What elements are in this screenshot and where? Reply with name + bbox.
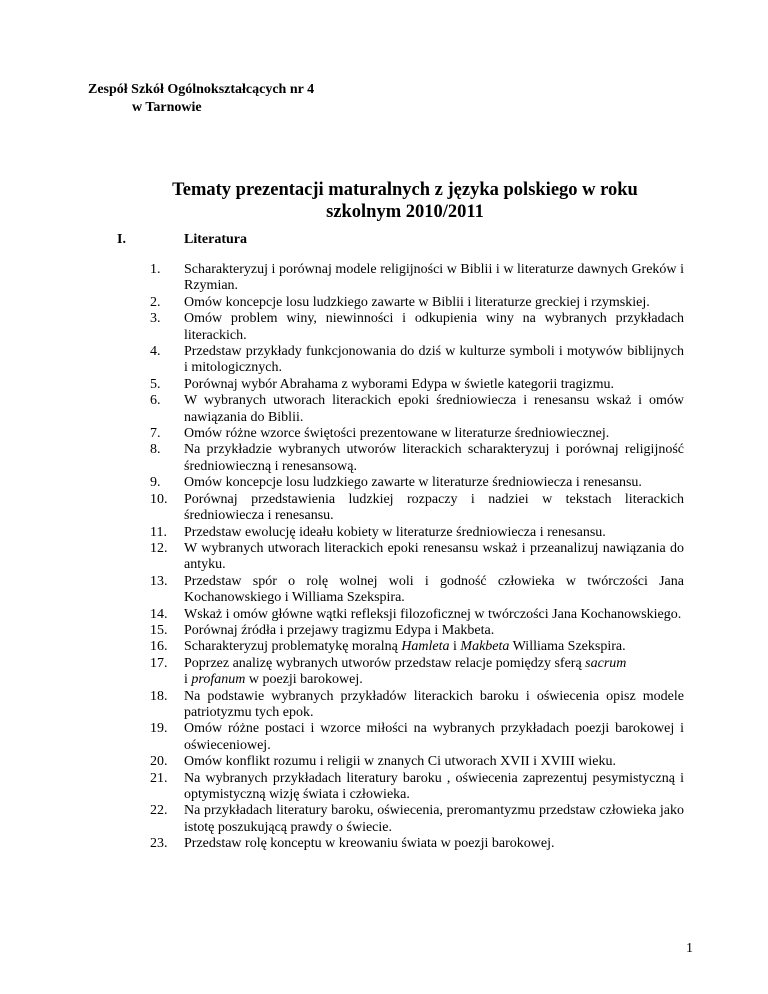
list-item — [150, 262, 684, 295]
list-item — [150, 754, 684, 770]
item-text: Porównaj wybór Abrahama z wyborami Edypa w świetle kategorii tragizmu. — [184, 376, 614, 392]
item-number: 15. — [150, 622, 168, 638]
item-text: Na podstawie wybranych przykładów literackich baroku i oświecenia opisz modele patriotyzmu tych epok. — [184, 688, 684, 720]
item-italic-term: sacrum — [585, 655, 627, 671]
list-item — [150, 426, 684, 442]
document-title — [160, 179, 650, 223]
list-item — [150, 492, 684, 525]
item-number: 8. — [150, 442, 161, 458]
item-text: i — [184, 672, 192, 688]
item-number: 23. — [150, 836, 168, 852]
item-text: Williama Szekspira. — [509, 639, 626, 655]
item-number: 10. — [150, 491, 168, 507]
item-text: W wybranych utworach literackich epoki średniowiecza i renesansu wskaż i omów nawiązania do Biblii. — [184, 393, 684, 425]
list-item — [150, 689, 684, 722]
item-text: Wskaż i omów główne wątki refleksji filozoficznej w twórczości Jana Kochanowskiego. — [184, 606, 682, 622]
list-item — [150, 311, 684, 344]
item-text: i — [449, 639, 461, 655]
list-item — [150, 639, 684, 655]
item-text: Scharakteryzuj problematykę moralną — [184, 639, 402, 655]
title-line-1: Tematy prezentacji maturalnych z języka polskiego w roku — [172, 180, 638, 200]
item-text: Omów różne postaci i wzorce miłości na wybranych przykładach poezji barokowej i oświeceniowej. — [184, 721, 684, 753]
list-item — [150, 656, 684, 689]
title-line-2: szkolnym 2010/2011 — [326, 202, 484, 222]
item-italic-title: Makbeta — [460, 639, 510, 655]
item-number: 22. — [150, 803, 168, 819]
item-number: 7. — [150, 426, 161, 442]
school-city: w Tarnowie — [132, 100, 202, 115]
list-item — [150, 442, 684, 475]
list-item — [150, 295, 684, 311]
list-item — [150, 475, 684, 491]
item-text: Omów koncepcje losu ludzkiego zawarte w literaturze średniowiecza i renesansu. — [184, 475, 642, 491]
item-number: 9. — [150, 475, 161, 491]
section-number: I. — [117, 232, 126, 247]
topics-list — [150, 262, 684, 853]
list-item — [150, 607, 684, 623]
item-text: Omów koncepcje losu ludzkiego zawarte w Biblii i literaturze greckiej i rzymskiej. — [184, 294, 650, 310]
item-number: 5. — [150, 376, 161, 392]
item-text: Przedstaw ewolucję ideału kobiety w literaturze średniowiecza i renesansu. — [184, 524, 606, 540]
section-title: Literatura — [184, 232, 247, 247]
item-number: 21. — [150, 770, 168, 786]
item-number: 17. — [150, 655, 168, 671]
item-number: 2. — [150, 294, 161, 310]
list-item — [150, 574, 684, 607]
item-number: 4. — [150, 344, 161, 360]
item-italic-title: Hamleta — [401, 639, 450, 655]
item-number: 18. — [150, 688, 168, 704]
item-text: W wybranych utworach literackich epoki renesansu wskaż i przeanalizuj nawiązania do antyku. — [184, 540, 684, 573]
list-item — [150, 344, 684, 377]
item-text: w poezji barokowej. — [245, 672, 363, 688]
item-text: Na przykładach literatury baroku, oświecenia, preromantyzmu przedstaw człowieka jako istotę poszukującą prawdy o świecie. — [184, 803, 684, 835]
list-item — [150, 771, 684, 804]
item-number: 3. — [150, 311, 161, 327]
item-number: 13. — [150, 573, 168, 589]
school-header — [88, 81, 314, 117]
item-text: Przedstaw rolę konceptu w kreowaniu świata w poezji barokowej. — [184, 836, 555, 852]
item-text: Omów różne wzorce świętości prezentowane w literaturze średniowiecznej. — [184, 426, 610, 442]
item-text: Omów problem winy, niewinności i odkupienia winy na wybranych przykładach literackich. — [184, 311, 684, 343]
list-item — [150, 623, 684, 639]
list-item — [150, 541, 684, 574]
item-number: 14. — [150, 606, 168, 622]
list-item — [150, 803, 684, 836]
item-text: Na wybranych przykładach literatury baroku , oświecenia zaprezentuj pesymistyczną i optymistyczną wizję świata i człowieka. — [184, 770, 684, 802]
list-item — [150, 525, 684, 541]
item-number: 11. — [150, 524, 167, 540]
item-text: Na przykładzie wybranych utworów literackich scharakteryzuj i porównaj religijność średniowieczną i renesansową. — [184, 442, 684, 474]
item-number: 1. — [150, 262, 161, 277]
item-text: Porównaj źródła i przejawy tragizmu Edypa i Makbeta. — [184, 622, 495, 638]
list-item — [150, 836, 684, 852]
item-number: 19. — [150, 721, 168, 737]
item-number: 12. — [150, 540, 168, 556]
item-number: 6. — [150, 393, 161, 409]
item-text: Przedstaw przykłady funkcjonowania do dziś w kulturze symboli i motywów biblijnych i mitologicznych. — [184, 344, 684, 376]
page-number: 1 — [686, 941, 693, 956]
school-name: Zespół Szkół Ogólnokształcących nr 4 — [88, 82, 315, 97]
item-text: Porównaj przedstawienia ludzkiej rozpaczy i nadziei w tekstach literackich średniowiecza i renesansu. — [184, 491, 684, 524]
list-item — [150, 393, 684, 426]
item-text: Poprzez analizę wybranych utworów przedstaw relacje pomiędzy sferą — [184, 655, 586, 671]
item-italic-term: profanum — [191, 672, 246, 688]
list-item — [150, 721, 684, 754]
item-text: Scharakteryzuj i porównaj modele religijności w Biblii i w literaturze dawnych Greków i Rzymian. — [184, 262, 684, 294]
list-item — [150, 377, 684, 393]
item-text: Omów konflikt rozumu i religii w znanych Ci utworach XVII i XVIII wieku. — [184, 754, 616, 770]
item-number: 20. — [150, 754, 168, 770]
item-text: Przedstaw spór o rolę wolnej woli i godność człowieka w twórczości Jana Kochanowskiego i Williama Szekspira. — [184, 573, 684, 606]
item-number: 16. — [150, 639, 168, 655]
